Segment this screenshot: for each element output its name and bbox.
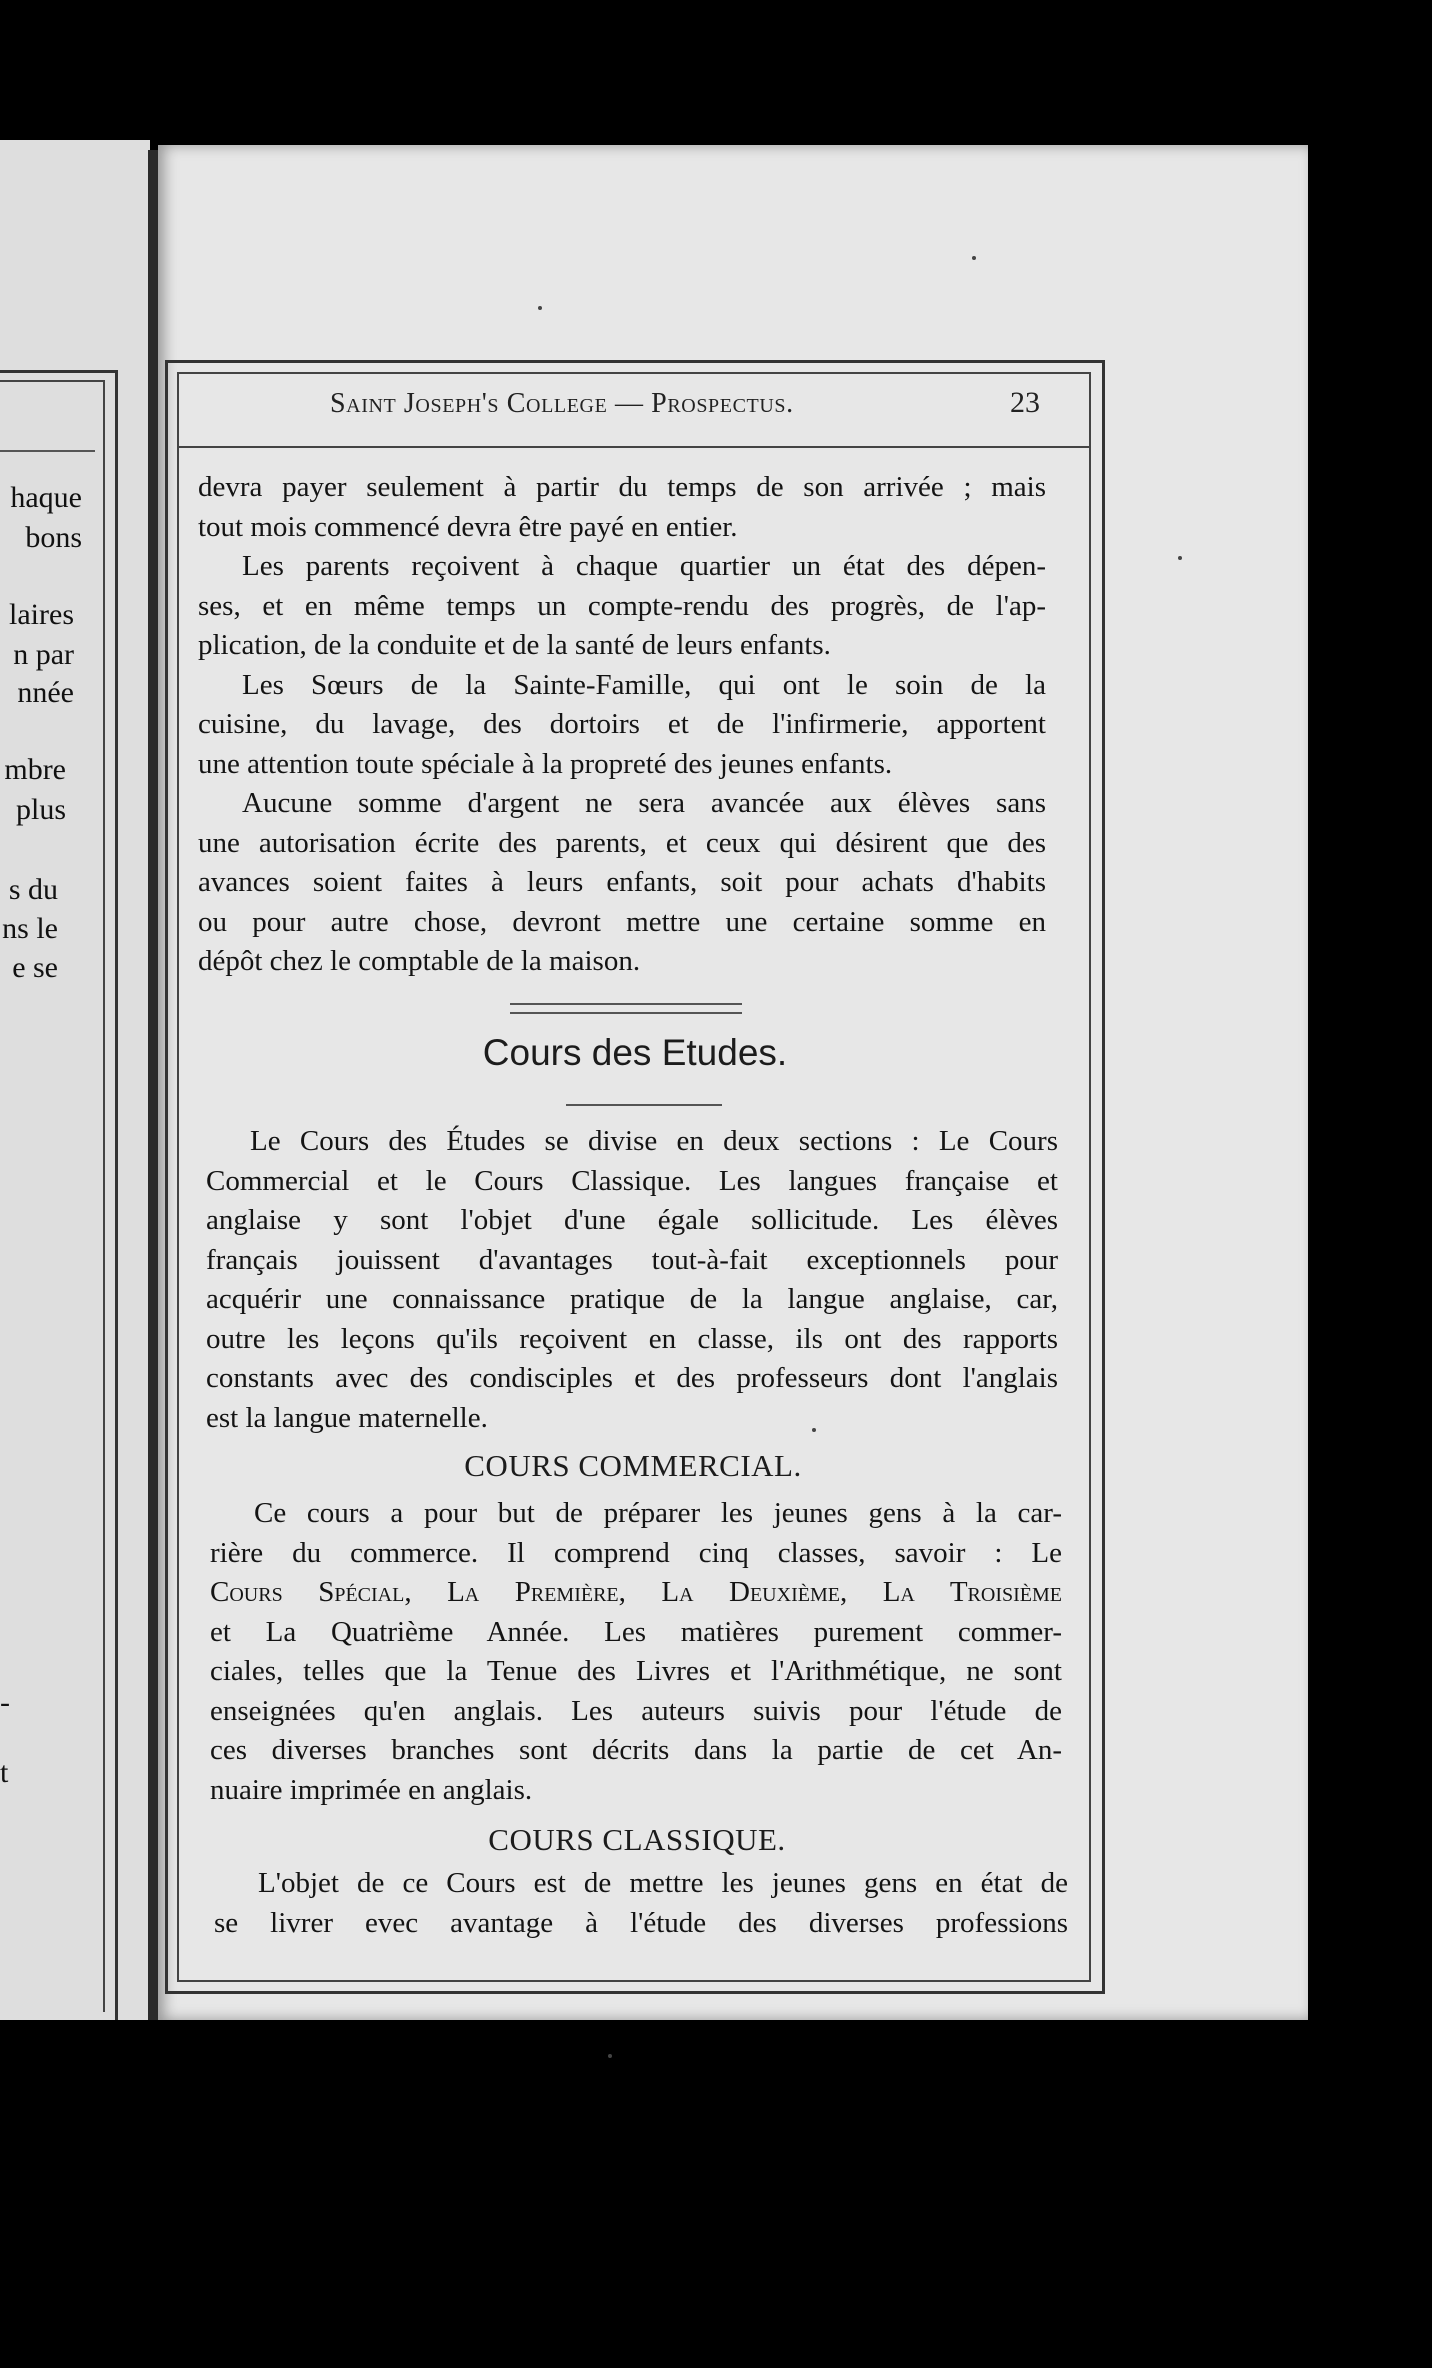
text-line: est la langue maternelle. xyxy=(206,1401,488,1434)
left-page-rule xyxy=(0,450,95,452)
text-line: se livrer evec avantage à l'étude des diverses professions xyxy=(214,1906,1068,1939)
scan-speck xyxy=(972,256,976,260)
text-line: acquérir une connaissance pratique de la langue anglaise, car, xyxy=(206,1283,1058,1315)
text-line: Le Cours des Études se divise en deux sections : Le Cours xyxy=(250,1125,1058,1157)
section-title: Cours des Etudes. xyxy=(482,1032,788,1073)
text-line: français jouissent d'avantages tout-à-fait exceptionnels pour xyxy=(206,1243,1058,1276)
left-fragment: plus xyxy=(15,793,66,826)
left-fragment: n par xyxy=(13,638,74,671)
left-fragment: laires xyxy=(9,598,74,631)
left-fragment: t xyxy=(0,1756,9,1789)
text-line: Commercial et le Cours Classique. Les langues française et xyxy=(206,1164,1058,1197)
title-underline xyxy=(566,1104,722,1106)
text-line: ciales, telles que la Tenue des Livres et l'Arithmétique, ne sont xyxy=(210,1655,1062,1687)
text-line: ou pour autre chose, devront mettre une certaine somme en xyxy=(198,905,1046,938)
text-line: Les Sœurs de la Sainte-Famille, qui ont le soin de la xyxy=(242,668,1046,701)
left-fragment: haque xyxy=(10,481,82,514)
left-fragment: ns le xyxy=(2,912,58,945)
text-line: rière du commerce. Il comprend cinq classes, savoir : Le xyxy=(210,1536,1062,1569)
left-fragment: bons xyxy=(25,521,82,554)
subsection-title-commercial: COURS COMMERCIAL. xyxy=(464,1448,802,1483)
left-fragment: e se xyxy=(12,951,58,984)
text-line: L'objet de ce Cours est de mettre les jeunes gens en état de xyxy=(258,1867,1068,1899)
separator-rule xyxy=(510,1012,742,1014)
scan-speck xyxy=(608,2054,612,2058)
body-text-etudes xyxy=(206,1122,1058,1438)
left-fragment: mbre xyxy=(4,753,66,786)
page-number: 23 xyxy=(1010,386,1040,419)
body-text-commercial xyxy=(210,1494,1062,1810)
left-fragment: - xyxy=(0,1686,10,1719)
text-line: enseignées qu'en anglais. Les auteurs suivis pour l'étude de xyxy=(210,1694,1062,1727)
body-text-classique xyxy=(214,1864,1068,1943)
text-line: une attention toute spéciale à la propreté des jeunes enfants. xyxy=(198,747,893,780)
left-fragment: nnée xyxy=(17,676,74,709)
header-rule xyxy=(177,446,1091,448)
scan-speck xyxy=(812,1428,816,1432)
text-line: Cours Spécial, La Première, La Deuxième, La Troisième xyxy=(210,1576,1062,1608)
text-line: Aucune somme d'argent ne sera avancée aux élèves sans xyxy=(242,787,1046,819)
text-line: Ce cours a pour but de préparer les jeunes gens à la car- xyxy=(254,1497,1062,1529)
separator-rule xyxy=(510,1003,742,1005)
text-line: nuaire imprimée en anglais. xyxy=(210,1773,533,1806)
text-line: ces diverses branches sont décrits dans la partie de cet An- xyxy=(210,1734,1062,1766)
left-page-fragment xyxy=(0,140,150,2020)
text-line: une autorisation écrite des parents, et ceux qui désirent que des xyxy=(198,826,1046,859)
text-line: ses, et en même temps un compte-rendu des progrès, de l'ap- xyxy=(198,589,1046,622)
text-line: anglaise y sont l'objet d'une égale sollicitude. Les élèves xyxy=(206,1204,1058,1236)
text-line: dépôt chez le comptable de la maison. xyxy=(198,945,641,977)
text-line: et La Quatrième Année. Les matières purement commer- xyxy=(210,1615,1062,1648)
text-line: plication, de la conduite et de la santé de leurs enfants. xyxy=(198,629,831,661)
text-line: outre les leçons qu'ils reçoivent en classe, ils ont des rapports xyxy=(206,1322,1058,1355)
scan-speck xyxy=(1178,556,1182,560)
text-line: tout mois commencé devra être payé en entier. xyxy=(198,510,738,543)
running-head: Saint Joseph's College — Prospectus. xyxy=(330,388,794,419)
body-text-upper xyxy=(198,468,1046,982)
text-line: devra payer seulement à partir du temps de son arrivée ; mais xyxy=(198,471,1046,503)
text-line: cuisine, du lavage, des dortoirs et de l'infirmerie, apportent xyxy=(198,708,1046,740)
text-line: constants avec des condisciples et des professeurs dont l'anglais xyxy=(206,1362,1058,1394)
text-line: Les parents reçoivent à chaque quartier un état des dépen- xyxy=(242,550,1046,582)
left-fragment: s du xyxy=(8,873,58,906)
scan-speck xyxy=(538,306,542,310)
text-line: avances soient faites à leurs enfants, soit pour achats d'habits xyxy=(198,866,1046,898)
subsection-title-classique: COURS CLASSIQUE. xyxy=(488,1822,786,1857)
